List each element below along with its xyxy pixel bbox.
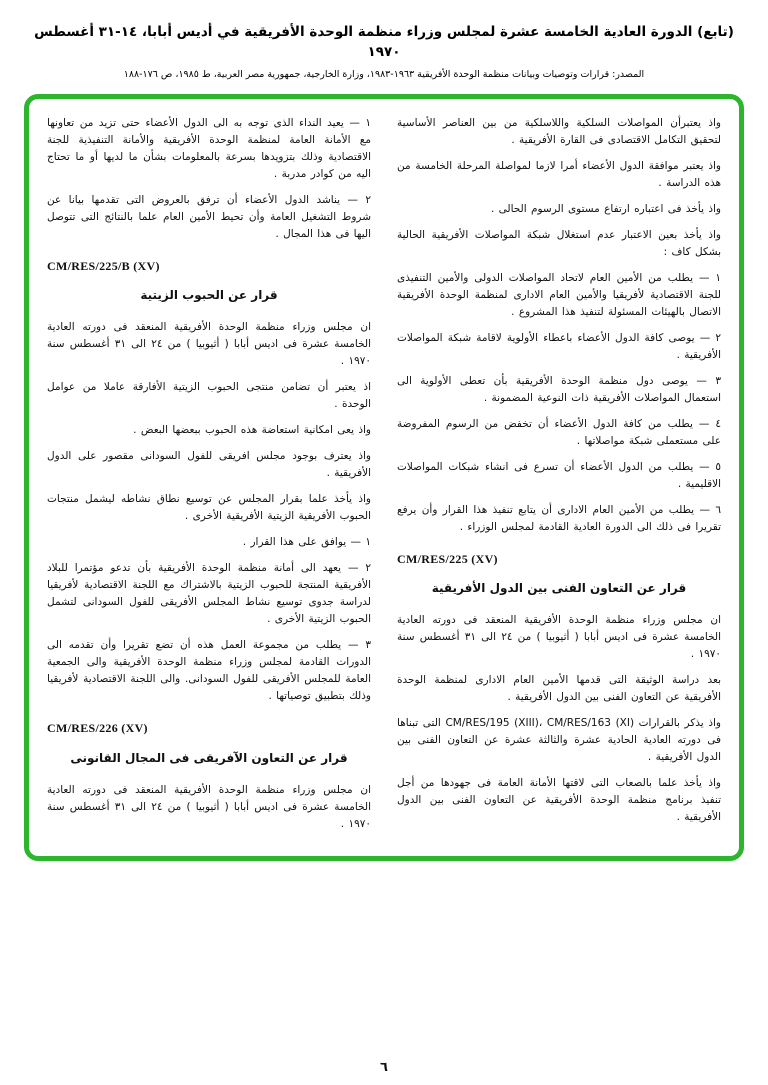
source-citation: المصدر: قرارات وتوصيات وبيانات منظمة الوحدة الأفريقية ١٩٦٣-١٩٨٣، وزارة الخارجية، جمهورية مصر العربية، ط ١٩٨٥، ص ١٧٦-١٨٨ (123, 68, 645, 80)
session-title: (تابع) الدورة العادية الخامسة عشرة لمجلس وزراء منظمة الوحدة الأفريقية في أديس أبابا، ١٤-٣١ أغسطس ١٩٧٠ (34, 24, 734, 61)
resolution-code: CM/RES/225 (XV) (397, 551, 498, 566)
numbered-clause: ٣ — يطلب من مجموعة العمل هذه أن تضع تقريرا وأن تقدمه الى الدورات القادمة لمجلس وزراء منظمة الوحدة الأفريقية والى الجمعية العامة للمجلس الأفريقى للفول السودانى. والى اللجنة الاقتصادية لأفريقيا وذلك بتطبيق توصياتها . (47, 639, 371, 703)
numbered-clause: ٤ — يطلب من كافة الدول الأعضاء أن تخفض من الرسوم المفروضة على مستعملى شبكة مواصلاتها . (397, 417, 721, 447)
paragraph: واذ يأخذ علما بقرار المجلس عن توسيع نطاق نشاطه ليشمل منتجات الحبوب الأفريقية الزيتية الأفريقية الأخرى . (47, 493, 371, 523)
paragraph: ان مجلس وزراء منظمة الوحدة الأفريقية المنعقد فى دورته العادية الخامسة عشرة فى اديس أبابا ( أثيوبيا ) من ٢٤ الى ٣١ أغسطس سنة ١٩٧٠ . (397, 614, 722, 661)
resolution-title: قرار عن التعاون الفنى بين الدول الأفريقية (431, 580, 687, 595)
page-number: ٦ (380, 1060, 388, 1075)
resolution-title: قرار عن التعاون الآفريقى فى المجال القانونى (70, 750, 348, 765)
paragraph: واذ يعتبر موافقة الدول الأعضاء أمرا لازما لمواصلة المرحلة الخامسة من هذه الدراسة . (397, 159, 721, 189)
numbered-clause: ١ — يطلب من الأمين العام لاتحاد المواصلات الدولى والأمين التنفيذى للجنة الاقتصادية لأفريقيا والأمين العام الادارى لمنظمة الوحدة الأفريقية الاتصال بالهيئات المسئولة لتنفيذ هذا المشروع . (397, 271, 721, 318)
paragraph: واذ يأخذ بعين الاعتبار عدم استغلال شبكة المواصلات الأفريقية الحالية بشكل كاف : (397, 228, 721, 258)
paragraph: ان مجلس وزراء منظمة الوحدة الأفريقية المنعقد فى دورته العادية الخامسة عشرة فى اديس أبابا ( أثيوبيا ) من ٢٤ الى ٣١ أغسطس سنة ١٩٧٠ . (47, 321, 372, 368)
paragraph: واذ يذكر بالقرارات CM/RES/195 (XIII)، CM/RES/163 (XI) التى تبناها فى دورته العادية الحادية عشرة والثالثة عشرة عن التعاون الفنى بين الدول الأفريقية . (397, 717, 722, 764)
numbered-clause: ٢ — يعهد الى أمانة منظمة الوحدة الأفريقية بأن تدعو مؤتمرا للبلاد الأفريقية المنتجة للحبوب الزيتية بالاشتراك مع اللجنة الاقتصادية لأفريقيا لدراسة جدوى توسيع نشاط المجلس الأفريقى للفول السودانى لتشمل الحبوب الزيتية الأخرى . (47, 562, 371, 626)
paragraph: واذ يأخذ علما بالصعاب التى لاقتها الأمانة العامة فى جهودها من أجل تنفيذ برنامج منظمة الوحدة الأفريقية عن التعاون الفنى بين الدول الأفريقية . (397, 777, 721, 824)
numbered-clause: ٢ — يناشد الدول الأعضاء أن ترفق بالعروض التى تقدمها بيانا عن شروط التشغيل العامة وأن تحيط الأمين العام علما بالنتائج التى تتوصل اليها فى هذا المجال . (47, 193, 371, 240)
numbered-clause: ٣ — يوصى دول منظمة الوحدة الأفريقية بأن تعطى الأولوية الى استعمال المواصلات الأفريقية ذات النوعية المضمونة . (397, 374, 721, 404)
paragraph: اذ يعتبر أن تضامن منتجى الحبوب الزيتية الأفارقة عاملا من عوامل الوحدة . (47, 381, 371, 411)
resolution-code: CM/RES/226 (XV) (47, 721, 148, 736)
column-right (397, 115, 721, 836)
paragraph: واذ يأخذ فى اعتباره ارتفاع مستوى الرسوم الحالى . (490, 202, 721, 215)
numbered-clause: ١ — يوافق على هذا القرار . (242, 536, 371, 549)
page-header (24, 22, 744, 80)
content-frame (24, 94, 744, 862)
resolution-code: CM/RES/225/B (XV) (47, 258, 160, 273)
paragraph: ان مجلس وزراء منظمة الوحدة الأفريقية المنعقد فى دورته العادية الخامسة عشرة فى اديس أبابا ( أثيوبيا ) من ٢٤ الى ٣١ أغسطس سنة ١٩٧٠ . (47, 784, 372, 831)
numbered-clause: ٢ — يوصى كافة الدول الأعضاء باعطاء الأولوية لاقامة شبكة المواصلات الأفريقية . (397, 331, 721, 361)
resolution-title: قرار عن الحبوب الزيتية (140, 287, 278, 302)
column-left (47, 115, 371, 843)
paragraph: واذ يعترف بوجود مجلس افريقى للفول السودانى مقصور على الدول الأفريقية . (47, 450, 371, 480)
paragraph: واذ يعتبرأن المواصلات السلكية واللاسلكية من بين العناصر الأساسية لتحقيق التكامل الاقتصادى فى القارة الأفريقية . (397, 116, 721, 146)
paragraph: واذ يعى امكانية استعاضة هذه الحبوب ببعضها البعض . (133, 424, 371, 437)
numbered-clause: ٥ — يطلب من الدول الأعضاء أن تسرع فى انشاء شبكات المواصلات الاقليمية . (397, 460, 721, 490)
two-column-layout (47, 115, 721, 843)
paragraph: بعد دراسة الوثيقة التى قدمها الأمين العام الادارى لمنظمة الوحدة الأفريقية عن التعاون الفنى بين الدول الأفريقية . (397, 674, 721, 704)
numbered-clause: ١ — يعيد النداء الذى توجه به الى الدول الأعضاء حتى تزيد من تعاونها مع الأمانة العامة لمنظمة الوحدة الأفريقية والأمانة التنفيذية للجنة الاقتصادية وذلك بتزويدها بسرعة بالمعلومات بشأن ما لديها أو ما تحتاج اليه من كوادر مدربة . (47, 116, 371, 180)
numbered-clause: ٦ — يطلب من الأمين العام الادارى أن يتابع تنفيذ هذا القرار وأن يرفع تقريرا فى ذلك الى الدورة العادية القادمة لمجلس الوزراء . (397, 503, 721, 533)
